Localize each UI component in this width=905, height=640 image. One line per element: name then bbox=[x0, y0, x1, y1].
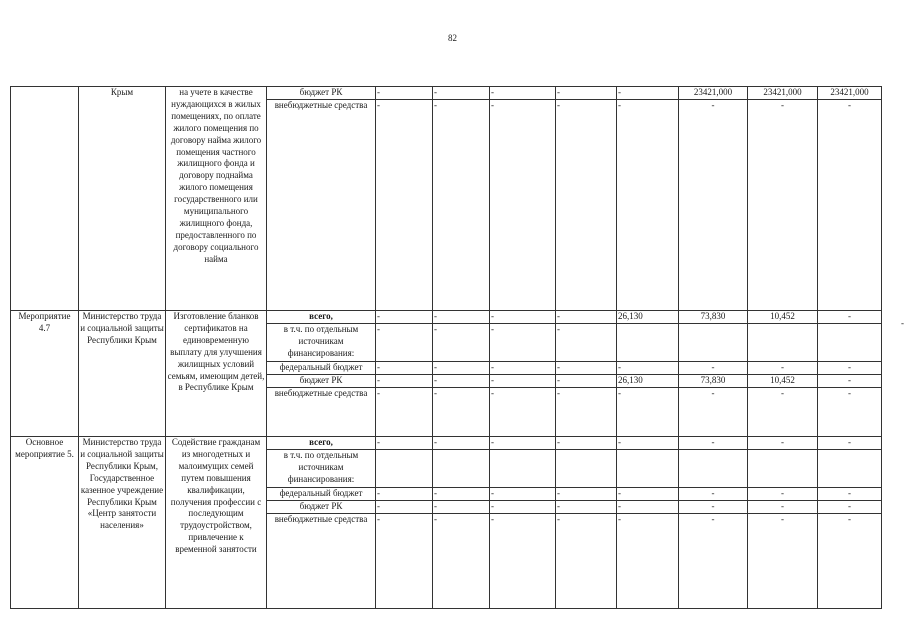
value-cell: - bbox=[818, 437, 882, 450]
value-cell: - bbox=[433, 514, 490, 609]
budget-table bbox=[10, 86, 882, 609]
value-cell: - bbox=[617, 87, 679, 100]
value-cell: - bbox=[556, 388, 617, 437]
value-cell: - bbox=[376, 87, 433, 100]
value-cell: - bbox=[748, 488, 818, 501]
value-cell: - bbox=[617, 514, 679, 609]
funding-source: в т.ч. по отдельным источникам финансирования: bbox=[267, 324, 376, 362]
value-cell: - bbox=[490, 100, 556, 311]
value-cell: - bbox=[818, 501, 882, 514]
value-cell: - bbox=[433, 311, 490, 324]
executor: Крым bbox=[79, 87, 166, 311]
value-cell: - bbox=[376, 514, 433, 609]
measure-name: Основное мероприятие 5. bbox=[11, 437, 79, 609]
value-cell: - bbox=[376, 437, 433, 450]
value-cell: - bbox=[556, 362, 617, 375]
table-row bbox=[11, 437, 882, 450]
measure-name: Мероприятие 4.7 bbox=[11, 311, 79, 437]
value-cell: 73,830 bbox=[679, 375, 748, 388]
value-cell bbox=[748, 324, 818, 362]
value-cell: - bbox=[818, 375, 882, 388]
value-cell: - bbox=[490, 87, 556, 100]
funding-source: всего, bbox=[267, 437, 376, 450]
value-cell: - bbox=[433, 388, 490, 437]
value-cell: - bbox=[490, 501, 556, 514]
table-row bbox=[11, 87, 882, 100]
value-cell: - bbox=[679, 100, 748, 311]
value-cell: - bbox=[556, 501, 617, 514]
value-cell: - bbox=[376, 501, 433, 514]
value-cell: - bbox=[679, 388, 748, 437]
margin-mark: - bbox=[901, 318, 904, 328]
value-cell: - bbox=[490, 375, 556, 388]
measure-name bbox=[11, 87, 79, 311]
value-cell: - bbox=[818, 388, 882, 437]
executor: Министерство труда и социальной защиты Республики Крым bbox=[79, 311, 166, 437]
value-cell: - bbox=[433, 501, 490, 514]
value-cell: - bbox=[679, 501, 748, 514]
value-cell: - bbox=[818, 311, 882, 324]
funding-source: всего, bbox=[267, 311, 376, 324]
value-cell: - bbox=[376, 388, 433, 437]
value-cell: 23421,000 bbox=[748, 87, 818, 100]
value-cell bbox=[376, 450, 433, 488]
value-cell: - bbox=[748, 100, 818, 311]
value-cell: - bbox=[433, 488, 490, 501]
value-cell bbox=[490, 450, 556, 488]
value-cell: - bbox=[490, 437, 556, 450]
value-cell: 10,452 bbox=[748, 311, 818, 324]
value-cell: - bbox=[679, 437, 748, 450]
funding-source: внебюджетные средства bbox=[267, 388, 376, 437]
value-cell: - bbox=[556, 514, 617, 609]
funding-source: в т.ч. по отдельным источникам финансирования: bbox=[267, 450, 376, 488]
value-cell: - bbox=[748, 501, 818, 514]
value-cell: - bbox=[433, 100, 490, 311]
value-cell: 23421,000 bbox=[818, 87, 882, 100]
value-cell: - bbox=[617, 100, 679, 311]
value-cell: - bbox=[376, 324, 433, 362]
value-cell: - bbox=[679, 488, 748, 501]
value-cell bbox=[556, 450, 617, 488]
value-cell bbox=[617, 324, 679, 362]
value-cell: - bbox=[376, 488, 433, 501]
value-cell: - bbox=[556, 437, 617, 450]
funding-source: внебюджетные средства bbox=[267, 100, 376, 311]
value-cell: - bbox=[617, 437, 679, 450]
value-cell: - bbox=[556, 375, 617, 388]
funding-source: федеральный бюджет bbox=[267, 488, 376, 501]
value-cell: - bbox=[748, 437, 818, 450]
value-cell: 73,830 bbox=[679, 311, 748, 324]
value-cell: 26,130 bbox=[617, 375, 679, 388]
value-cell: - bbox=[490, 388, 556, 437]
value-cell: - bbox=[679, 362, 748, 375]
value-cell bbox=[617, 450, 679, 488]
funding-source: бюджет РК bbox=[267, 501, 376, 514]
value-cell: 10,452 bbox=[748, 375, 818, 388]
value-cell bbox=[679, 450, 748, 488]
value-cell: - bbox=[617, 388, 679, 437]
value-cell: - bbox=[376, 311, 433, 324]
measure-title: Содействие гражданам из многодетных и малоимущих семей путем повышения квалификации, получения профессии с последующим трудоустройством, привлечение к временной занятости bbox=[166, 437, 267, 609]
value-cell: - bbox=[376, 375, 433, 388]
value-cell: - bbox=[490, 514, 556, 609]
funding-source: внебюджетные средства bbox=[267, 514, 376, 609]
value-cell: - bbox=[376, 362, 433, 375]
value-cell: - bbox=[556, 488, 617, 501]
value-cell: 26,130 bbox=[617, 311, 679, 324]
table-row bbox=[11, 311, 882, 324]
value-cell: - bbox=[433, 437, 490, 450]
value-cell: 23421,000 bbox=[679, 87, 748, 100]
measure-title: Изготовление бланков сертификатов на единовременную выплату для улучшения жилищных условий семьям, имеющим детей, в Республике Крым bbox=[166, 311, 267, 437]
value-cell: - bbox=[748, 388, 818, 437]
value-cell bbox=[818, 450, 882, 488]
value-cell: - bbox=[556, 100, 617, 311]
value-cell: - bbox=[556, 87, 617, 100]
measure-title: на учете в качестве нуждающихся в жилых помещениях, по оплате жилого помещения по договору найма жилого помещения частного жилищного фонда и договору поднайма жилого помещения государственного или муниципального жилищного фонда, предоставленного по договору социального найма bbox=[166, 87, 267, 311]
value-cell: - bbox=[433, 362, 490, 375]
value-cell: - bbox=[433, 375, 490, 388]
value-cell: - bbox=[679, 514, 748, 609]
value-cell: - bbox=[433, 87, 490, 100]
value-cell: - bbox=[490, 488, 556, 501]
value-cell: - bbox=[617, 362, 679, 375]
value-cell: - bbox=[490, 311, 556, 324]
value-cell: - bbox=[617, 488, 679, 501]
value-cell bbox=[818, 324, 882, 362]
value-cell: - bbox=[617, 501, 679, 514]
value-cell: - bbox=[490, 324, 556, 362]
page-number: 82 bbox=[448, 33, 457, 43]
value-cell bbox=[748, 450, 818, 488]
executor: Министерство труда и социальной защиты Республики Крым, Государственное казенное учреждение Республики Крым «Центр занятости населения» bbox=[79, 437, 166, 609]
value-cell: - bbox=[490, 362, 556, 375]
value-cell: - bbox=[748, 514, 818, 609]
funding-source: бюджет РК bbox=[267, 375, 376, 388]
value-cell bbox=[679, 324, 748, 362]
value-cell: - bbox=[818, 488, 882, 501]
value-cell: - bbox=[556, 311, 617, 324]
value-cell bbox=[433, 450, 490, 488]
value-cell: - bbox=[748, 362, 818, 375]
value-cell: - bbox=[818, 100, 882, 311]
value-cell: - bbox=[376, 100, 433, 311]
value-cell: - bbox=[818, 362, 882, 375]
value-cell: - bbox=[433, 324, 490, 362]
funding-source: федеральный бюджет bbox=[267, 362, 376, 375]
value-cell: - bbox=[818, 514, 882, 609]
funding-source: бюджет РК bbox=[267, 87, 376, 100]
value-cell: - bbox=[556, 324, 617, 362]
